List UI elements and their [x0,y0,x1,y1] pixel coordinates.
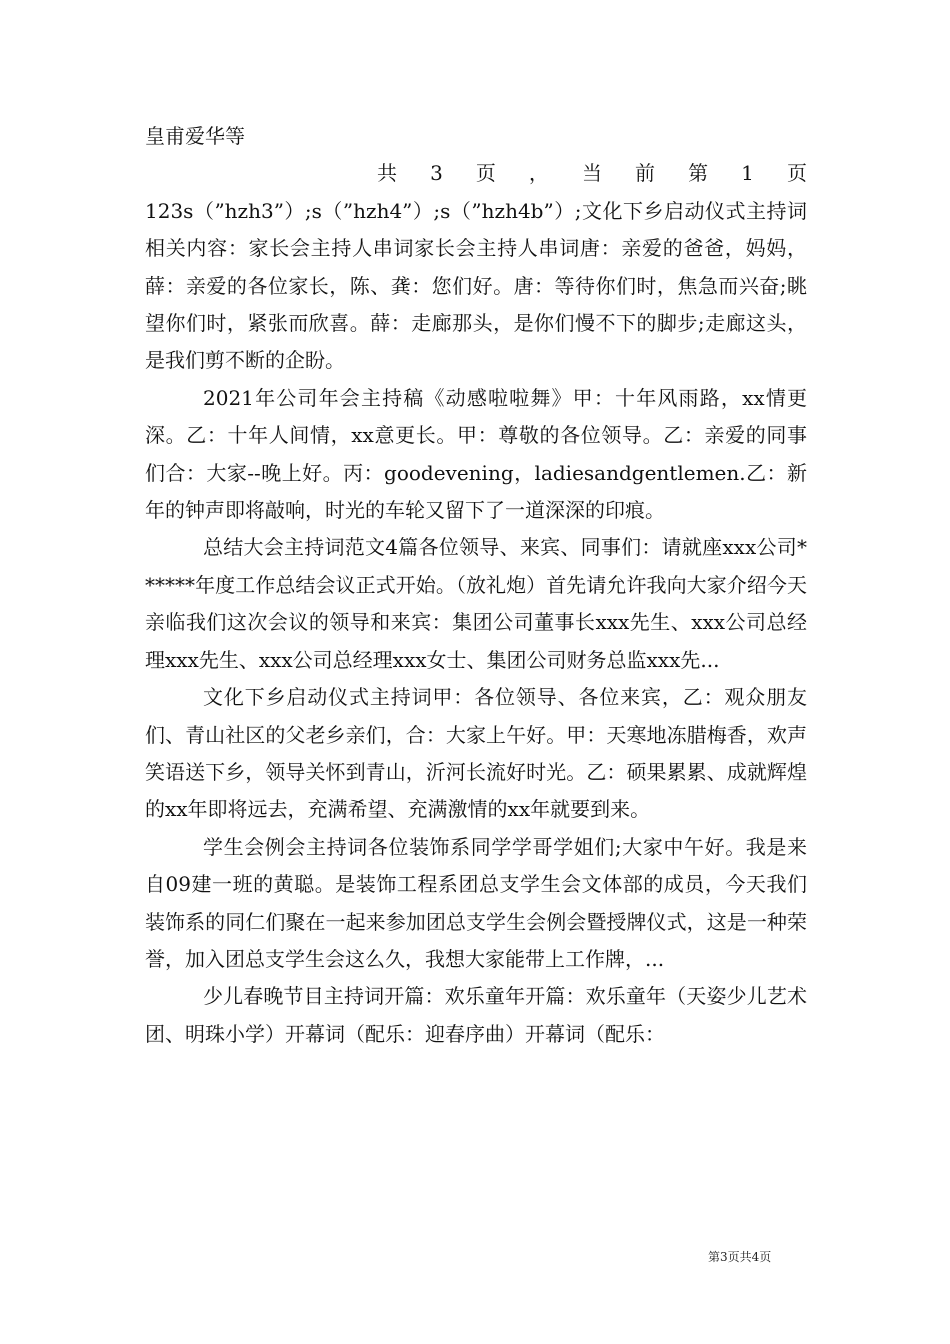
paragraph-parent-meeting: 123s（”hzh3”）;s（”hzh4”）;s（”hzh4b”）;文化下乡启动仪式主持词相关内容：家长会主持人串词家长会主持人串词唐：亲爱的爸爸，妈妈，薛：亲爱的各位家长，陈、龚：您们好。唐：等待你们时，焦急而兴奋;眺望你们时，紧张而欣喜。薛：走廊那头，是你们慢不下的脚步;走廊这头，是我们剪不断的企盼。 [145,198,807,373]
pager-token: 1 [741,161,754,186]
pager-token: 当 [581,161,602,186]
paragraph-annual-meeting: 2021年公司年会主持稿《动感啦啦舞》甲：十年风雨路，xx情更深。乙：十年人间情，xx意更长。甲：尊敬的各位领导。乙：亲爱的同事们合：大家--晚上好。丙：goodevening，ladiesandgentlemen.乙：新年的钟声即将敲响，时光的车轮又留下了一道深深的印痕。 [145,385,807,523]
document-body [145,118,807,1053]
pager-token: 3 [430,161,443,186]
page-indicator-line [145,155,807,192]
author-line: 皇甫爱华等 [145,124,245,148]
pager-token: 页 [475,161,496,186]
pager-token: 页 [786,161,807,186]
page-footer: 第3页共4页 [708,1250,772,1264]
paragraph-culture-launch: 文化下乡启动仪式主持词甲：各位领导、各位来宾，乙：观众朋友们、青山社区的父老乡亲们，合：大家上午好。甲：天寒地冻腊梅香，欢声笑语送下乡，领导关怀到青山，沂河长流好时光。乙：硕果累累、成就辉煌的xx年即将远去，充满希望、充满激情的xx年就要到来。 [145,685,807,822]
pager-token: 第 [688,161,709,186]
pager-token: 共 [377,161,397,186]
pager-token: ， [528,161,549,186]
paragraph-summary-meeting: 总结大会主持词范文4篇各位领导、来宾、同事们：请就座xxx公司******年度工作总结会议正式开始。（放礼炮）首先请允许我向大家介绍今天亲临我们这次会议的领导和来宾：集团公司董事长xxx先生、xxx公司总经理xxx先生、xxx公司总经理xxx女士、集团公司财务总监xxx先... [145,535,807,672]
paragraph-student-union: 学生会例会主持词各位装饰系同学学哥学姐们;大家中午好。我是来自09建一班的黄聪。是装饰工程系团总支学生会文体部的成员，今天我们装饰系的同仁们聚在一起来参加团总支学生会例会暨授牌仪式，这是一种荣誉，加入团总支学生会这么久，我想大家能带上工作牌，... [145,834,807,971]
paragraph-children-gala: 少儿春晚节目主持词开篇：欢乐童年开篇：欢乐童年（天姿少儿艺术团、明珠小学）开幕词（配乐：迎春序曲）开幕词（配乐： [145,984,807,1046]
pager-token: 前 [635,161,656,186]
